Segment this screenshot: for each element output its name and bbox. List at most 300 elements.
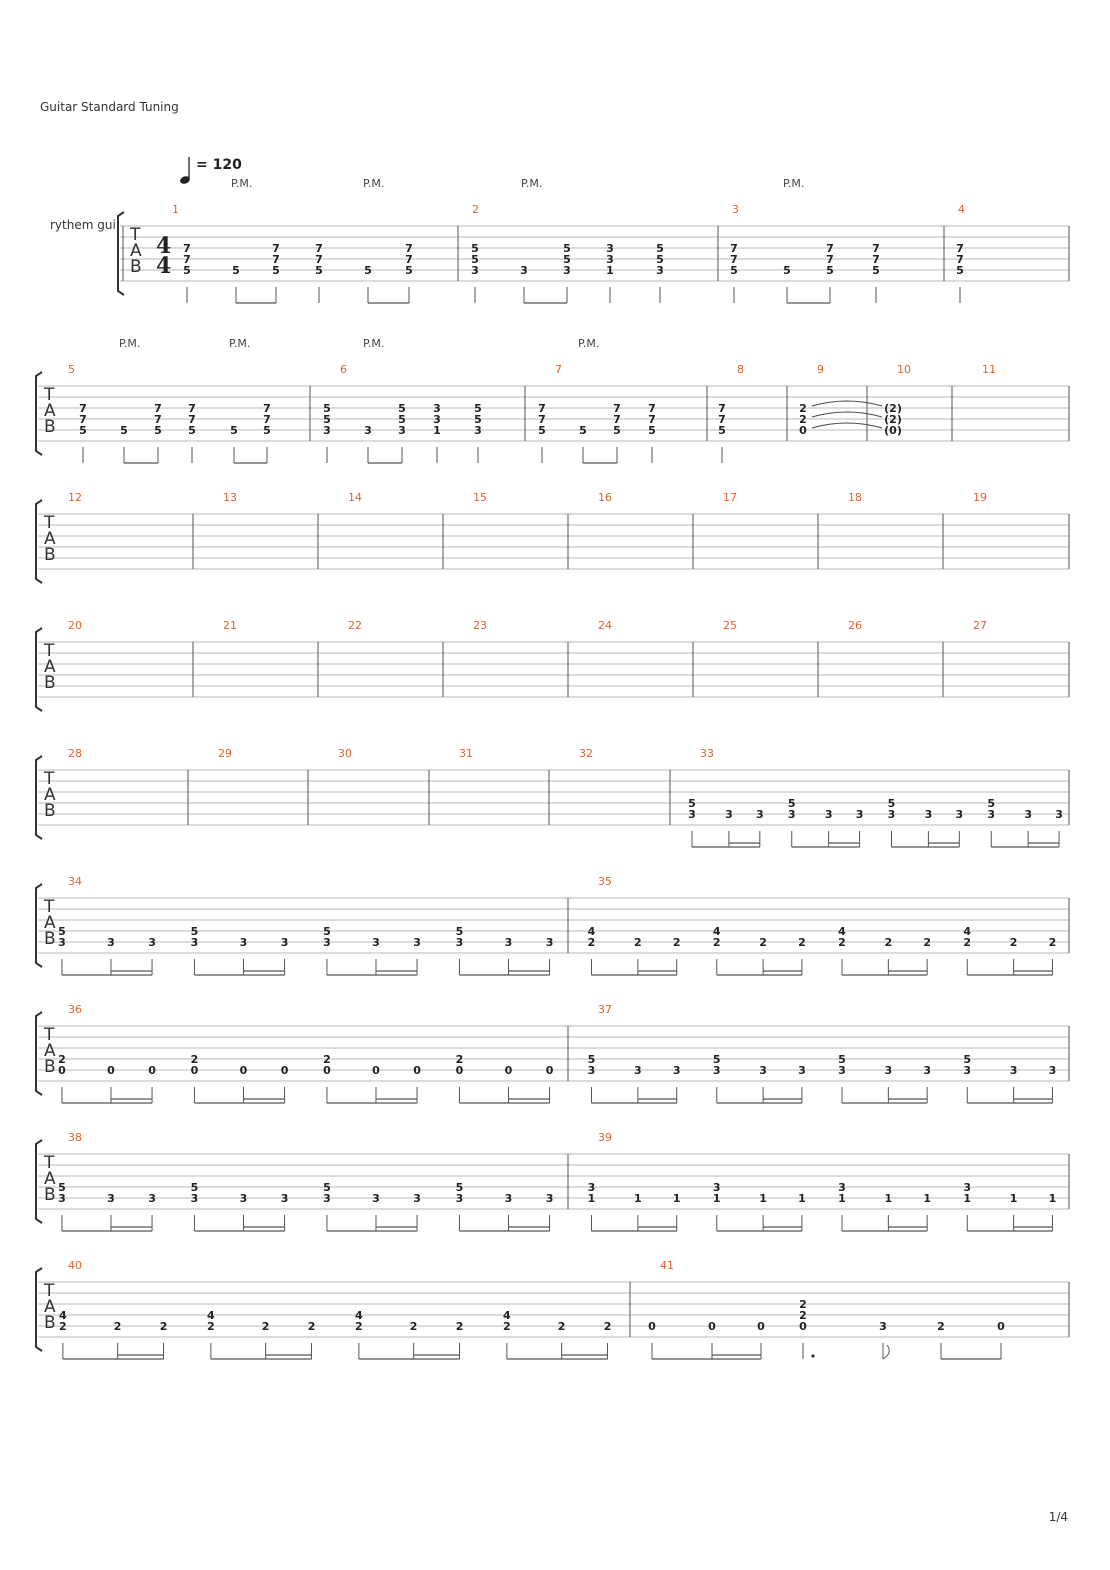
fret-number: 2 — [799, 413, 807, 426]
tab-clef-letter: B — [44, 1313, 56, 1333]
fret-number: 7 — [188, 402, 196, 415]
fret-number: 0 — [58, 1064, 66, 1077]
fret-number: 2 — [587, 936, 596, 949]
fret-number: 5 — [398, 402, 406, 415]
fret-number: 2 — [113, 1320, 122, 1333]
fret-number: 7 — [183, 242, 191, 255]
fret-number: 0 — [107, 1064, 115, 1077]
page-number: 1/4 — [1048, 1510, 1068, 1524]
fret-number: 7 — [872, 242, 880, 255]
fret-number: 5 — [455, 925, 464, 938]
fret-number: 0 — [372, 1064, 380, 1077]
measure-number: 7 — [555, 363, 562, 376]
fret-number: 1 — [634, 1192, 642, 1205]
measure-number: 37 — [598, 1003, 612, 1016]
fret-number: 3 — [107, 936, 115, 949]
fret-number: 3 — [688, 808, 696, 821]
tab-clef-letter: A — [44, 1169, 56, 1189]
fret-number: 1 — [672, 1192, 681, 1205]
fret-number: 2 — [799, 1298, 807, 1311]
fret-number: 5 — [120, 424, 128, 437]
fret-number: 5 — [956, 264, 964, 277]
fret-number: 2 — [207, 1320, 215, 1333]
measure-number: 29 — [218, 747, 232, 760]
fret-number: 0 — [280, 1064, 289, 1077]
fret-number: 3 — [323, 424, 331, 437]
fret-number: 5 — [474, 413, 482, 426]
fret-number: (2) — [884, 402, 902, 415]
measure-number: 9 — [817, 363, 824, 376]
fret-number: 3 — [1024, 808, 1032, 821]
fret-number: 5 — [563, 253, 571, 266]
fret-number: 3 — [824, 808, 833, 821]
fret-number: 5 — [718, 424, 726, 437]
fret-number: 3 — [923, 1064, 932, 1077]
measure-number: 36 — [68, 1003, 82, 1016]
fret-number: 3 — [323, 936, 331, 949]
fret-number: 3 — [471, 264, 479, 277]
fret-number: 5 — [323, 1181, 331, 1194]
fret-number: 3 — [656, 264, 664, 277]
fret-number: 3 — [887, 808, 896, 821]
fret-number: 7 — [956, 242, 964, 255]
measure-number: 12 — [68, 491, 82, 504]
fret-number: 2 — [261, 1320, 270, 1333]
palm-mute-marking: P.M. — [231, 177, 253, 190]
palm-mute-marking: P.M. — [521, 177, 543, 190]
fret-number: 5 — [323, 413, 331, 426]
fret-number: 5 — [613, 424, 621, 437]
tab-clef-letter: B — [44, 1185, 56, 1205]
fret-number: 3 — [372, 936, 380, 949]
fret-number: 5 — [579, 424, 587, 437]
fret-number: 3 — [474, 424, 482, 437]
fret-number: 2 — [190, 1053, 199, 1066]
fret-number: 7 — [272, 242, 280, 255]
tab-clef-letter: B — [44, 801, 56, 821]
fret-number: 5 — [688, 797, 696, 810]
tab-clef-letter: A — [44, 657, 56, 677]
tab-clef-letter: B — [44, 1057, 56, 1077]
fret-number: 2 — [937, 1320, 945, 1333]
tie-arc — [812, 423, 882, 428]
fret-number: (0) — [884, 424, 902, 437]
fret-number: 5 — [79, 424, 87, 437]
fret-number: 3 — [413, 1192, 421, 1205]
measure-number: 35 — [598, 875, 612, 888]
fret-number: 1 — [884, 1192, 893, 1205]
fret-number: 2 — [1009, 936, 1018, 949]
palm-mute-marking: P.M. — [783, 177, 805, 190]
fret-number: 2 — [307, 1320, 316, 1333]
fret-number: 2 — [634, 936, 642, 949]
fret-number: 5 — [263, 424, 271, 437]
fret-number: 1 — [606, 264, 614, 277]
fret-number: 5 — [987, 797, 996, 810]
measure-number: 24 — [598, 619, 612, 632]
fret-number: 7 — [405, 253, 413, 266]
fret-number: 3 — [190, 936, 199, 949]
fret-number: 7 — [154, 402, 162, 415]
fret-number: 3 — [107, 1192, 115, 1205]
fret-number: 0 — [997, 1320, 1005, 1333]
fret-number: 3 — [606, 253, 614, 266]
fret-number: 5 — [405, 264, 413, 277]
fret-number: 7 — [718, 402, 726, 415]
measure-number: 2 — [472, 203, 479, 216]
fret-number: 7 — [315, 253, 323, 266]
fret-number: 0 — [757, 1320, 765, 1333]
palm-mute-marking: P.M. — [363, 177, 385, 190]
fret-number: 0 — [190, 1064, 199, 1077]
fret-number: 3 — [879, 1320, 887, 1333]
fret-number: 5 — [887, 797, 896, 810]
measure-number: 33 — [700, 747, 714, 760]
measure-number: 3 — [732, 203, 739, 216]
fret-number: 1 — [963, 1192, 972, 1205]
fret-number: 4 — [838, 925, 846, 938]
fret-number: 5 — [712, 1053, 721, 1066]
fret-number: 7 — [872, 253, 880, 266]
fret-number: 0 — [413, 1064, 421, 1077]
fret-number: 2 — [603, 1320, 612, 1333]
fret-number: 2 — [59, 1320, 67, 1333]
fret-number: 7 — [538, 413, 546, 426]
fret-number: 5 — [323, 402, 331, 415]
tab-clef-letter: T — [44, 897, 55, 917]
fret-number: 5 — [323, 925, 331, 938]
track-name: rythem gui — [50, 218, 116, 232]
fret-number: 7 — [263, 402, 271, 415]
tab-clef-letter: A — [130, 241, 142, 261]
fret-number: 1 — [712, 1192, 721, 1205]
fret-number: 7 — [79, 413, 87, 426]
fret-number: 3 — [455, 936, 464, 949]
measure-number: 5 — [68, 363, 75, 376]
fret-number: 3 — [787, 808, 796, 821]
fret-number: 5 — [471, 242, 479, 255]
fret-number: 5 — [154, 424, 162, 437]
fret-number: 3 — [606, 242, 614, 255]
palm-mute-marking: P.M. — [578, 337, 600, 350]
tab-clef-letter: T — [44, 1281, 55, 1301]
time-signature-bottom: 4 — [156, 253, 172, 279]
fret-number: 3 — [190, 1192, 199, 1205]
palm-mute-marking: P.M. — [229, 337, 251, 350]
fret-number: 3 — [759, 1064, 767, 1077]
tab-clef-letter: B — [44, 545, 56, 565]
fret-number: 5 — [232, 264, 240, 277]
system-bracket — [36, 628, 42, 711]
fret-number: 4 — [963, 925, 972, 938]
fret-number: 7 — [315, 242, 323, 255]
fret-number: 2 — [503, 1320, 511, 1333]
fret-number: 4 — [355, 1309, 363, 1322]
fret-number: 3 — [924, 808, 933, 821]
measure-number: 4 — [958, 203, 965, 216]
measure-number: 16 — [598, 491, 612, 504]
fret-number: 3 — [1048, 1064, 1057, 1077]
fret-number: 5 — [826, 264, 834, 277]
fret-number: 3 — [58, 1192, 66, 1205]
fret-number: 3 — [433, 402, 441, 415]
measure-number: 11 — [982, 363, 996, 376]
fret-number: 7 — [154, 413, 162, 426]
fret-number: 7 — [648, 413, 656, 426]
measure-number: 21 — [223, 619, 237, 632]
fret-number: 3 — [634, 1064, 642, 1077]
fret-number: 2 — [963, 936, 972, 949]
fret-number: 2 — [355, 1320, 363, 1333]
measure-number: 14 — [348, 491, 362, 504]
fret-number: 5 — [538, 424, 546, 437]
fret-number: 3 — [987, 808, 996, 821]
fret-number: 3 — [520, 264, 528, 277]
fret-number: 3 — [672, 1064, 681, 1077]
fret-number: 0 — [799, 1320, 807, 1333]
fret-number: 7 — [613, 413, 621, 426]
fret-number: 1 — [923, 1192, 932, 1205]
tab-clef-letter: B — [130, 257, 142, 277]
tab-clef-letter: A — [44, 401, 56, 421]
fret-number: 5 — [872, 264, 880, 277]
fret-number: 5 — [190, 1181, 199, 1194]
fret-number: 2 — [884, 936, 893, 949]
fret-number: 5 — [315, 264, 323, 277]
fret-number: 7 — [79, 402, 87, 415]
fret-number: 0 — [648, 1320, 656, 1333]
fret-number: 2 — [799, 402, 807, 415]
fret-number: 3 — [398, 424, 406, 437]
fret-number: (2) — [884, 413, 902, 426]
fret-number: 1 — [1048, 1192, 1057, 1205]
measure-number: 8 — [737, 363, 744, 376]
measure-number: 28 — [68, 747, 82, 760]
tab-clef-letter: B — [44, 673, 56, 693]
tab-clef-letter: A — [44, 1041, 56, 1061]
fret-number: 3 — [1055, 808, 1063, 821]
fret-number: 7 — [263, 413, 271, 426]
tuning-label: Guitar Standard Tuning — [40, 100, 179, 114]
fret-number: 5 — [183, 264, 191, 277]
tie-arc — [812, 412, 882, 417]
fret-number: 1 — [759, 1192, 767, 1205]
fret-number: 4 — [503, 1309, 511, 1322]
system-bracket — [36, 372, 42, 455]
measure-number: 10 — [897, 363, 911, 376]
dotted-note-dot — [811, 1354, 814, 1357]
fret-number: 7 — [648, 402, 656, 415]
fret-number: 3 — [963, 1181, 972, 1194]
fret-number: 3 — [755, 808, 764, 821]
tab-clef-letter: B — [44, 929, 56, 949]
fret-number: 3 — [884, 1064, 893, 1077]
tab-clef-letter: A — [44, 785, 56, 805]
fret-number: 2 — [58, 1053, 66, 1066]
fret-number: 3 — [545, 1192, 554, 1205]
fret-number: 3 — [372, 1192, 380, 1205]
measure-number: 30 — [338, 747, 352, 760]
fret-number: 5 — [230, 424, 238, 437]
measure-number: 17 — [723, 491, 737, 504]
fret-number: 3 — [323, 1192, 331, 1205]
fret-number: 3 — [280, 936, 289, 949]
fret-number: 0 — [504, 1064, 513, 1077]
measure-number: 27 — [973, 619, 987, 632]
fret-number: 5 — [730, 264, 738, 277]
fret-number: 5 — [471, 253, 479, 266]
fret-number: 3 — [838, 1064, 846, 1077]
fret-number: 5 — [455, 1181, 464, 1194]
fret-number: 2 — [923, 936, 932, 949]
fret-number: 0 — [545, 1064, 554, 1077]
fret-number: 2 — [838, 936, 846, 949]
fret-number: 1 — [798, 1192, 806, 1205]
measure-number: 34 — [68, 875, 82, 888]
fret-number: 3 — [798, 1064, 806, 1077]
fret-number: 5 — [787, 797, 796, 810]
fret-number: 2 — [455, 1053, 464, 1066]
tab-clef-letter: A — [44, 913, 56, 933]
measure-number: 22 — [348, 619, 362, 632]
fret-number: 4 — [207, 1309, 215, 1322]
fret-number: 3 — [239, 936, 248, 949]
measure-number: 15 — [473, 491, 487, 504]
measure-number: 6 — [340, 363, 347, 376]
system-bracket — [36, 756, 42, 839]
palm-mute-marking: P.M. — [119, 337, 141, 350]
fret-number: 1 — [838, 1192, 846, 1205]
fret-number: 2 — [557, 1320, 566, 1333]
system-bracket — [36, 884, 42, 967]
measure-number: 40 — [68, 1259, 82, 1272]
tab-clef-letter: A — [44, 529, 56, 549]
fret-number: 5 — [587, 1053, 596, 1066]
tie-arc — [812, 401, 882, 406]
measure-number: 26 — [848, 619, 862, 632]
fret-number: 5 — [563, 242, 571, 255]
fret-number: 7 — [826, 242, 834, 255]
fret-number: 7 — [730, 253, 738, 266]
fret-number: 4 — [587, 925, 596, 938]
measure-number: 1 — [172, 203, 179, 216]
note-flag — [883, 1345, 889, 1359]
fret-number: 3 — [504, 936, 513, 949]
tempo-value: = 120 — [196, 157, 242, 173]
fret-number: 0 — [799, 424, 807, 437]
system-bracket — [36, 1140, 42, 1223]
fret-number: 3 — [280, 1192, 289, 1205]
tab-clef-letter: T — [44, 769, 55, 789]
fret-number: 7 — [826, 253, 834, 266]
tab-clef-letter: T — [44, 1025, 55, 1045]
fret-number: 2 — [455, 1320, 464, 1333]
tab-clef-letter: T — [44, 513, 55, 533]
measure-number: 19 — [973, 491, 987, 504]
fret-number: 3 — [563, 264, 571, 277]
fret-number: 3 — [148, 1192, 156, 1205]
tab-clef-letter: T — [44, 1153, 55, 1173]
fret-number: 7 — [538, 402, 546, 415]
fret-number: 5 — [58, 925, 66, 938]
measure-number: 41 — [660, 1259, 674, 1272]
fret-number: 3 — [545, 936, 554, 949]
fret-number: 3 — [712, 1064, 721, 1077]
fret-number: 5 — [838, 1053, 846, 1066]
fret-number: 5 — [656, 242, 664, 255]
measure-number: 13 — [223, 491, 237, 504]
fret-number: 0 — [455, 1064, 464, 1077]
fret-number: 3 — [725, 808, 733, 821]
fret-number: 4 — [59, 1309, 67, 1322]
fret-number: 7 — [718, 413, 726, 426]
fret-number: 5 — [656, 253, 664, 266]
fret-number: 0 — [148, 1064, 156, 1077]
fret-number: 7 — [405, 242, 413, 255]
fret-number: 3 — [1009, 1064, 1018, 1077]
fret-number: 0 — [239, 1064, 248, 1077]
fret-number: 5 — [272, 264, 280, 277]
fret-number: 3 — [148, 936, 156, 949]
measure-number: 25 — [723, 619, 737, 632]
fret-number: 5 — [783, 264, 791, 277]
fret-number: 7 — [613, 402, 621, 415]
tab-clef-letter: T — [44, 385, 55, 405]
fret-number: 1 — [587, 1192, 596, 1205]
tab-clef-letter: B — [44, 417, 56, 437]
fret-number: 2 — [798, 936, 806, 949]
fret-number: 3 — [587, 1181, 596, 1194]
fret-number: 3 — [838, 1181, 846, 1194]
measure-number: 38 — [68, 1131, 82, 1144]
fret-number: 2 — [759, 936, 767, 949]
fret-number: 5 — [188, 424, 196, 437]
fret-number: 3 — [955, 808, 964, 821]
measure-number: 31 — [459, 747, 473, 760]
time-signature-top: 4 — [156, 233, 172, 259]
fret-number: 3 — [587, 1064, 596, 1077]
tab-clef-letter: T — [44, 641, 55, 661]
fret-number: 5 — [398, 413, 406, 426]
fret-number: 3 — [239, 1192, 248, 1205]
fret-number: 5 — [963, 1053, 972, 1066]
fret-number: 2 — [712, 936, 721, 949]
measure-number: 18 — [848, 491, 862, 504]
tab-clef-letter: T — [130, 225, 141, 245]
fret-number: 1 — [1009, 1192, 1018, 1205]
fret-number: 7 — [272, 253, 280, 266]
fret-number: 4 — [712, 925, 721, 938]
fret-number: 2 — [409, 1320, 418, 1333]
fret-number: 7 — [188, 413, 196, 426]
fret-number: 5 — [58, 1181, 66, 1194]
system-bracket — [36, 1268, 42, 1351]
fret-number: 3 — [413, 936, 421, 949]
measure-number: 32 — [579, 747, 593, 760]
fret-number: 3 — [963, 1064, 972, 1077]
fret-number: 5 — [474, 402, 482, 415]
fret-number: 7 — [183, 253, 191, 266]
measure-number: 23 — [473, 619, 487, 632]
fret-number: 5 — [364, 264, 372, 277]
palm-mute-marking: P.M. — [363, 337, 385, 350]
fret-number: 3 — [433, 413, 441, 426]
fret-number: 2 — [159, 1320, 168, 1333]
fret-number: 0 — [708, 1320, 716, 1333]
fret-number: 2 — [323, 1053, 331, 1066]
fret-number: 1 — [433, 424, 441, 437]
fret-number: 5 — [648, 424, 656, 437]
